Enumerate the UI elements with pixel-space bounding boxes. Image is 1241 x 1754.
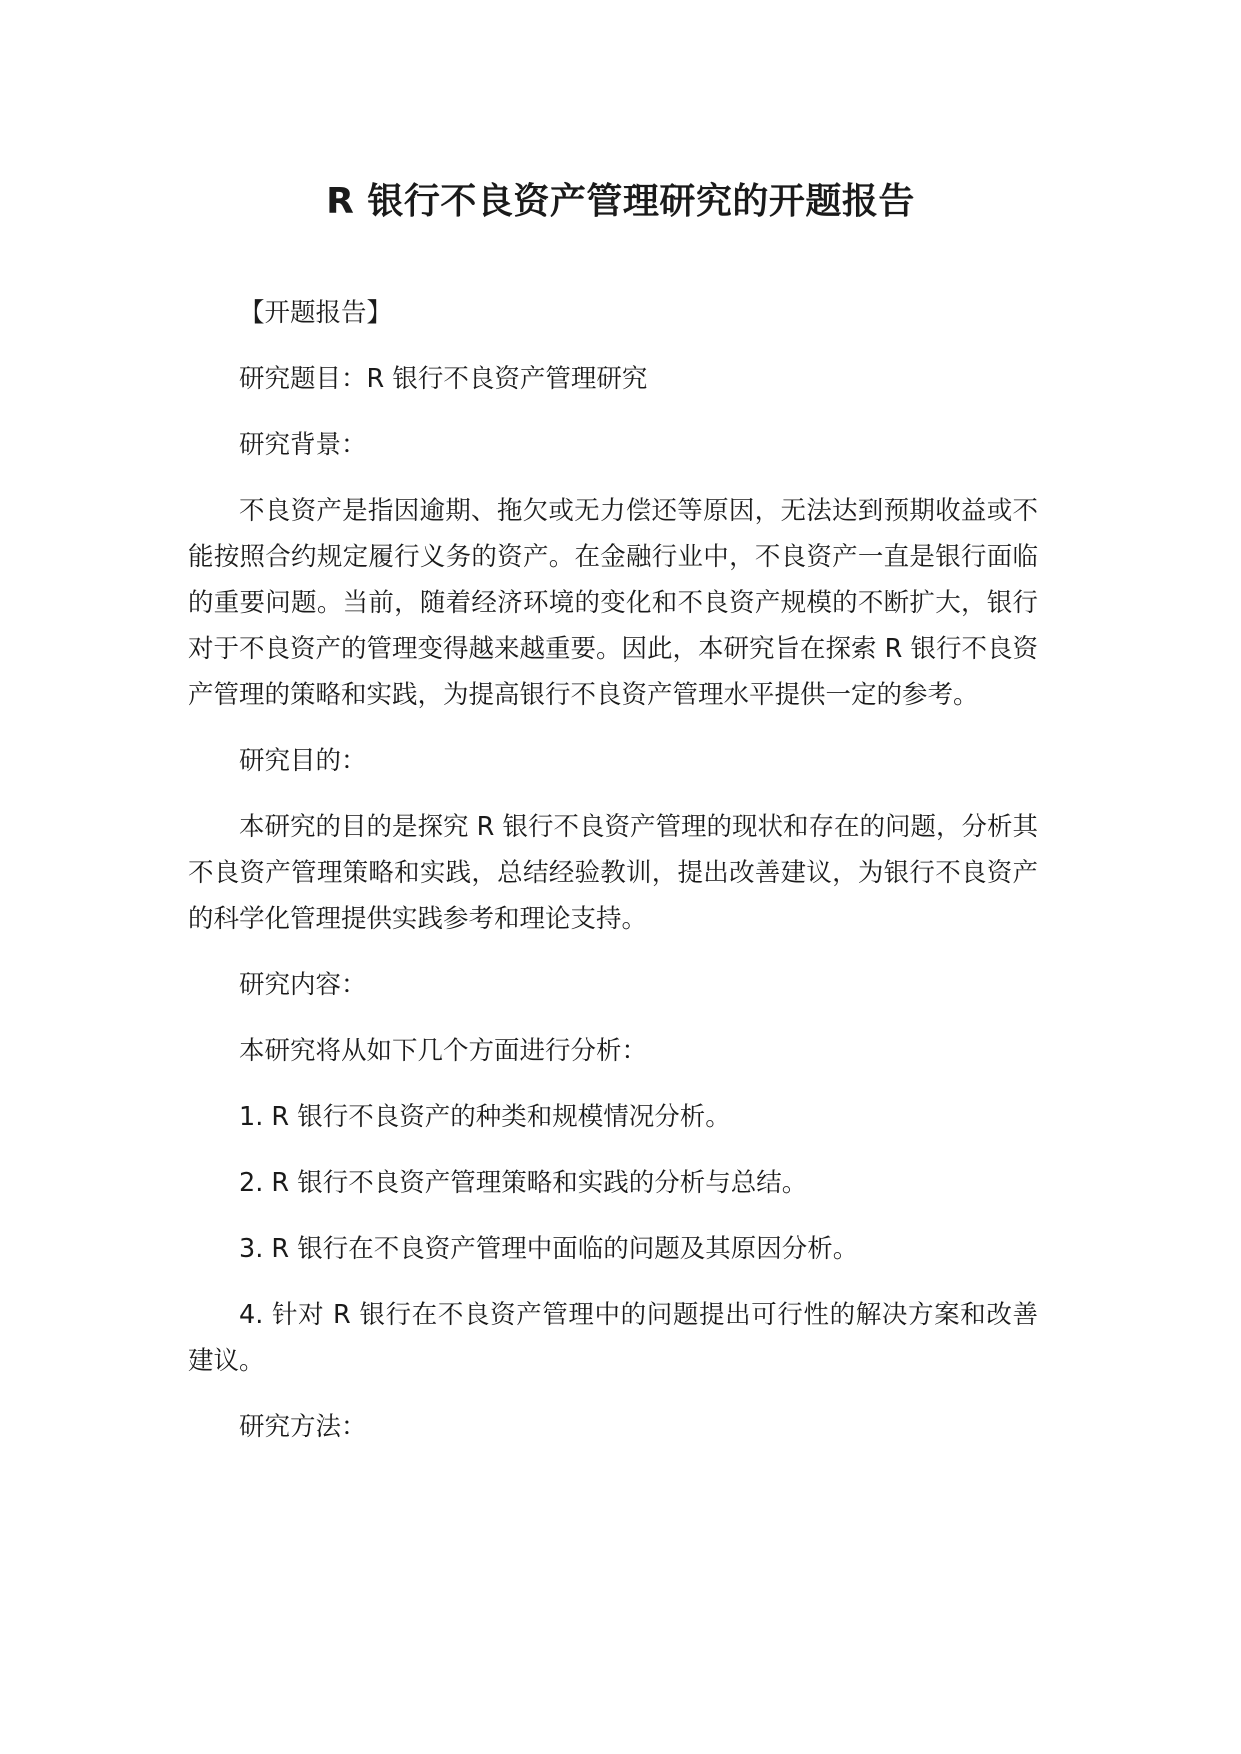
document-title: R 银行不良资产管理研究的开题报告	[326, 181, 915, 222]
content-item-4: 4. 针对 R 银行在不良资产管理中的问题提出可行性的解决方案和改善建议。	[188, 1300, 1038, 1376]
section-heading-report: 【开题报告】	[239, 298, 393, 328]
research-topic: 研究题目：R 银行不良资产管理研究	[239, 364, 648, 394]
purpose-paragraph: 本研究的目的是探究 R 银行不良资产管理的现状和存在的问题，分析其不良资产管理策略和实践，总结经验教训，提出改善建议，为银行不良资产的科学化管理提供实践参考和理论支持。	[188, 812, 1038, 934]
content-item-2: 2. R 银行不良资产管理策略和实践的分析与总结。	[239, 1168, 808, 1198]
content-item-1: 1. R 银行不良资产的种类和规模情况分析。	[239, 1102, 731, 1132]
content-item-3: 3. R 银行在不良资产管理中面临的问题及其原因分析。	[239, 1234, 859, 1264]
section-heading-content: 研究内容：	[239, 970, 367, 1000]
content-intro: 本研究将从如下几个方面进行分析：	[239, 1036, 648, 1066]
section-heading-background: 研究背景：	[239, 430, 367, 460]
section-heading-purpose: 研究目的：	[239, 746, 367, 776]
document-body	[188, 290, 1038, 1470]
section-heading-method: 研究方法：	[239, 1412, 367, 1442]
background-paragraph: 不良资产是指因逾期、拖欠或无力偿还等原因，无法达到预期收益或不能按照合约规定履行义务的资产。在金融行业中，不良资产一直是银行面临的重要问题。当前，随着经济环境的变化和不良资产规模的不断扩大，银行对于不良资产的管理变得越来越重要。因此，本研究旨在探索 R 银行不良资产管理的策略和实践，为提高银行不良资产管理水平提供一定的参考。	[188, 496, 1038, 710]
